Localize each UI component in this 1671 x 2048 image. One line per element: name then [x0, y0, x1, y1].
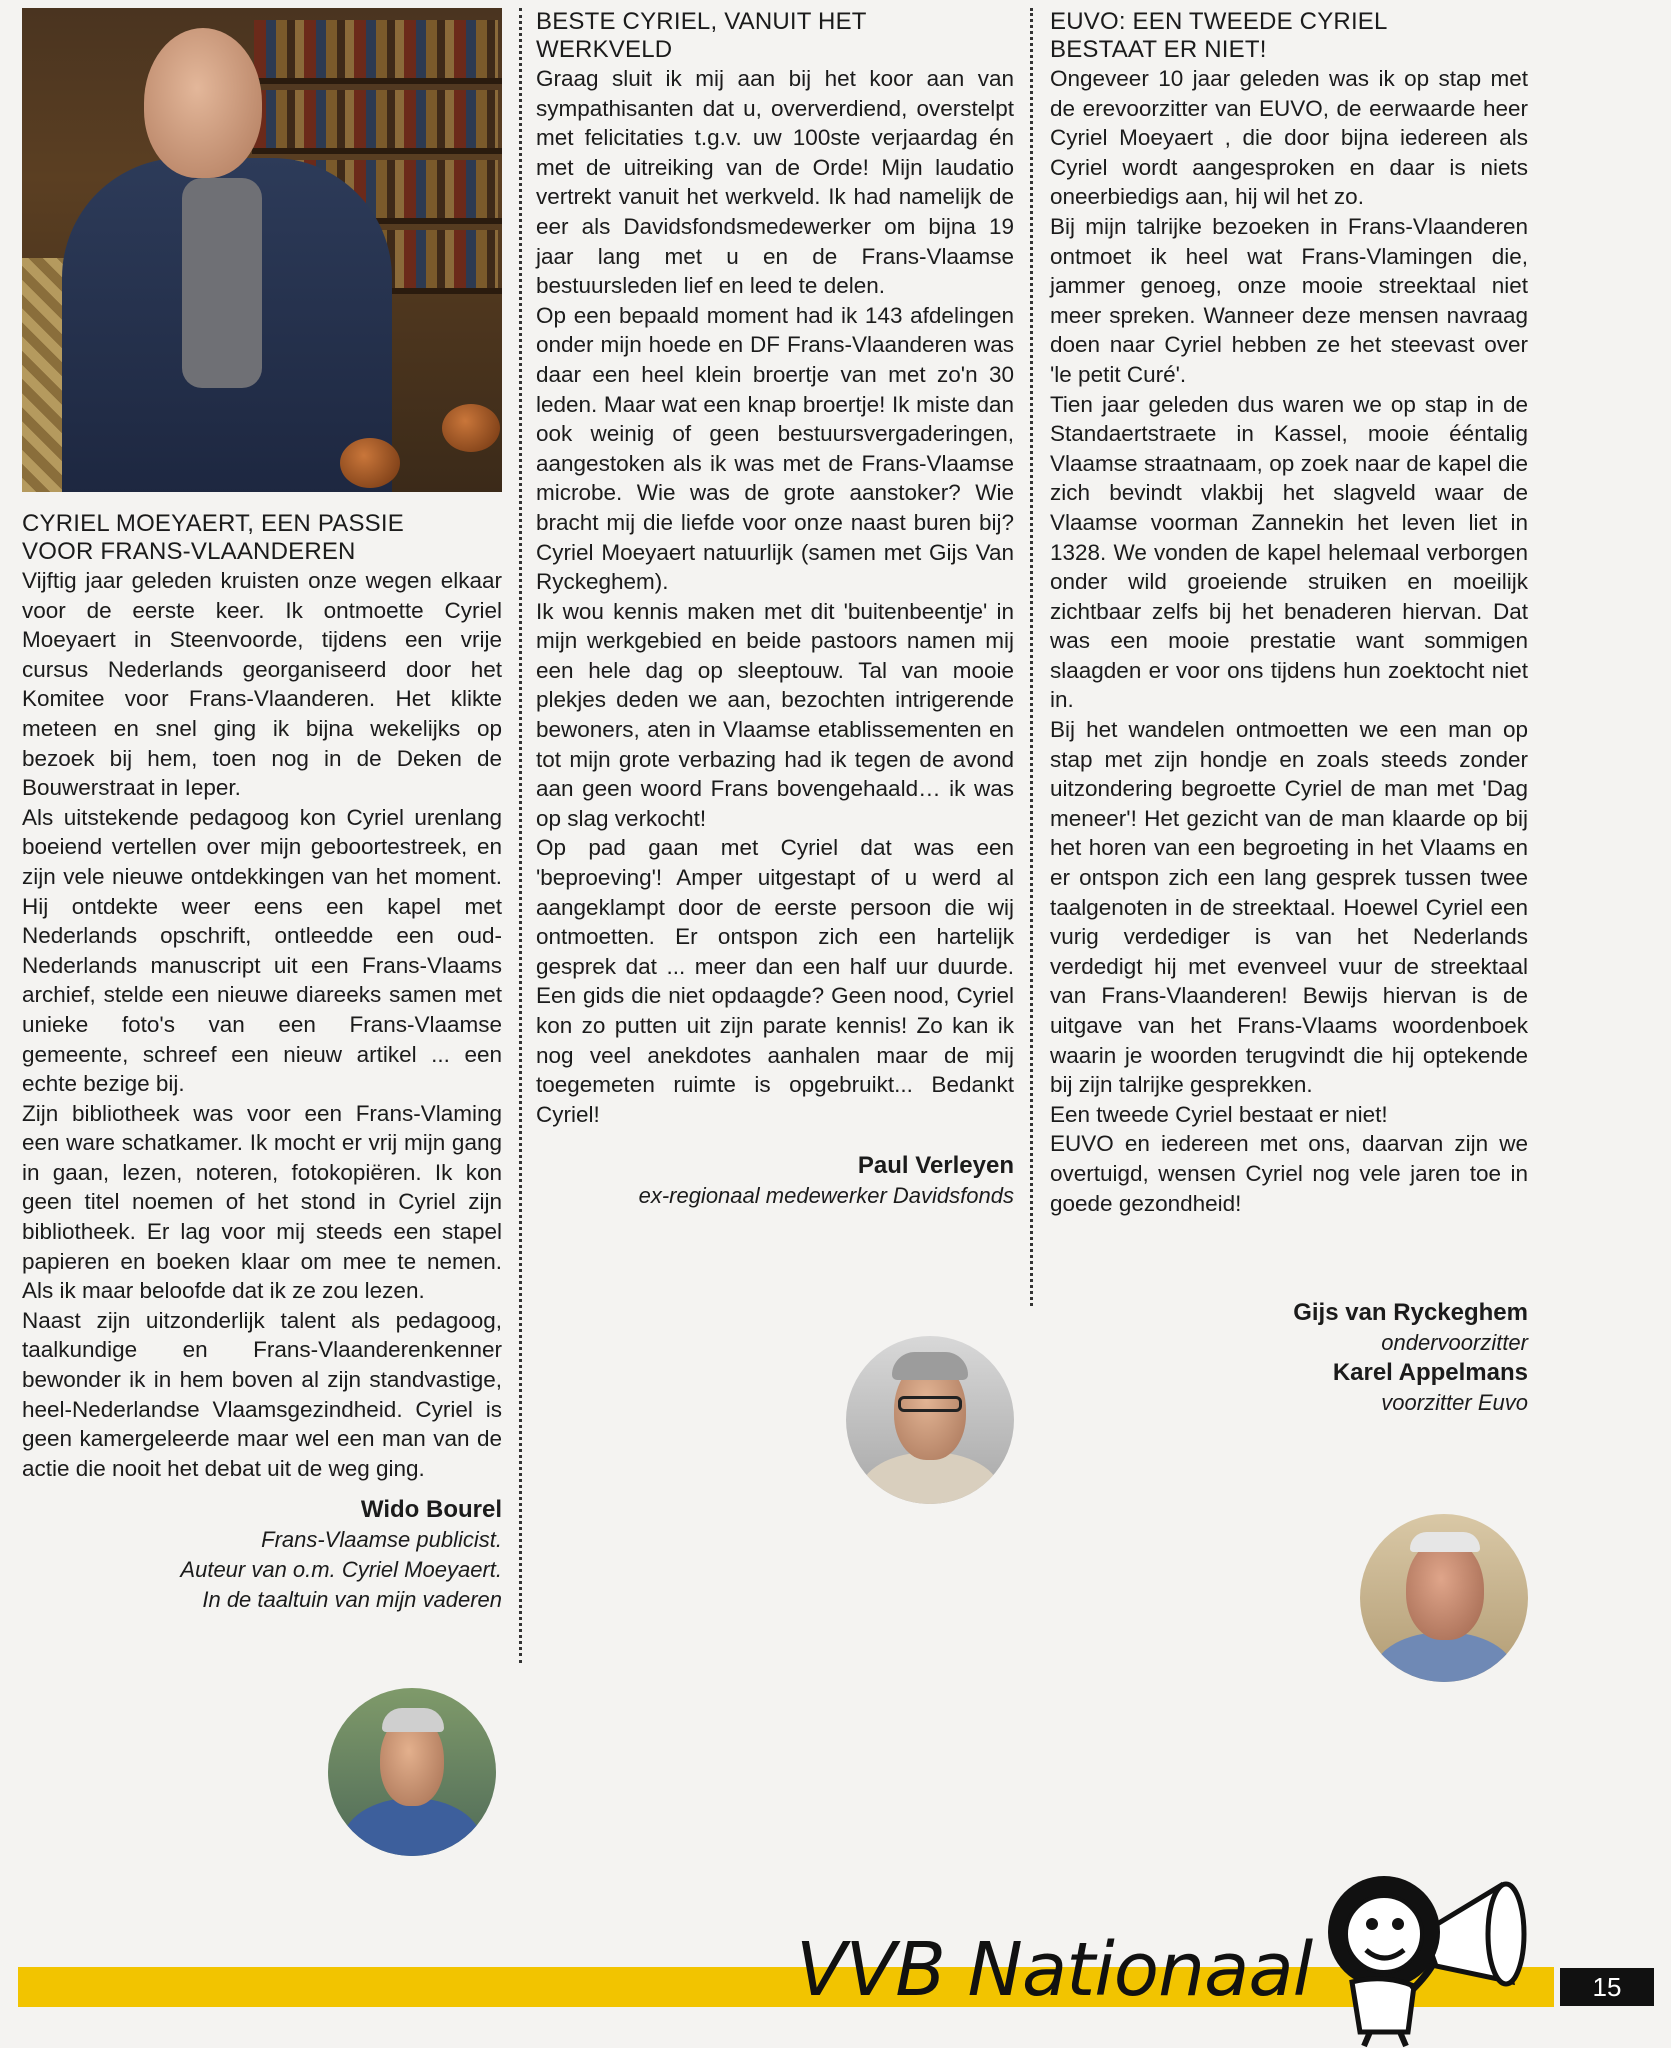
author-name: Gijs van Ryckeghem — [1293, 1299, 1528, 1327]
paragraph: Zijn bibliotheek was voor een Frans-Vlaming een ware schatkamer. Ik mocht er vrij mijn gang in gaan, lezen, noteren, fotokopiëren. Ik kon geen titel noemen of het stond in Cyriel zijn bibliotheek. Er lag voor mij steeds een stapel papieren en boeken klaar om mee te nemen. Als ik maar beloofde dat ik ze zou lezen. — [22, 1100, 502, 1304]
author-role: voorzitter Euvo — [1381, 1389, 1528, 1415]
article-3-body — [1050, 64, 1528, 1218]
column-divider — [1030, 8, 1033, 1306]
signature-euvo — [1050, 1298, 1528, 1417]
paragraph: Graag sluit ik mij aan bij het koor aan van sympathisanten dat u, oververdiend, overstelpt met felicitaties t.g.v. uw 100ste verjaardag én met de uitreiking van de Orde! Mijn laudatio vertrekt vanuit het werkveld. Ik had namelijk de eer als Davidsfondsmedewerker om bijna 19 jaar lang met u en de Frans-Vlaamse bestuursleden lief en leed te delen. — [536, 66, 1014, 299]
article-1-body — [22, 566, 502, 1483]
paragraph: Als uitstekende pedagoog kon Cyriel urenlang boeiend vertellen over mijn geboortestreek, en zijn vele nieuwe ontdekkingen van het moment. Hij ontdekte weer eens een kapel met Nederlands opschrift, ontleedde een oud-Nederlands manuscript uit een Frans-Vlaams archief, stelde een nieuwe diareeks samen met unieke foto's van een Frans-Vlaamse gemeente, schreef een nieuw artikel ... een echte bezige bij. — [22, 804, 502, 1097]
author-name: Paul Verleyen — [857, 1152, 1014, 1180]
paragraph: Op een bepaald moment had ik 143 afdelingen onder mijn hoede en DF Frans-Vlaanderen was daar een heel klein broertje van met zo'n 30 leden. Maar wat een knap broertje! Ik miste dan ook weinig of geen bestuursvergaderingen, aangestoken als ik was met de Frans-Vlaamse microbe. Wie was de grote aanstoker? Wie bracht mij die liefde voor onze naast buren bij? Cyriel Moeyaert natuurlijk (samen met Gijs Van Ryckeghem). — [536, 302, 1014, 595]
signature-paul-verleyen — [536, 1151, 1014, 1211]
signature-wido-bourel — [22, 1495, 502, 1614]
paragraph: Op pad gaan met Cyriel dat was een 'beproeving'! Amper uitgestapt of u werd al aangeklampt door de eerste persoon die wij ontmoetten. Er ontspon zich een hartelijk gesprek dat ... meer dan een half uur duurde. Een gids die niet opdaagde? Geen nood, Cyriel kon zo putten uit zijn parate kennis! Zo kan ik nog veel anekdotes aanhalen maar de mij toegemeten ruimte is opgebruikt... Bedankt Cyriel! — [536, 835, 1014, 1127]
article-2-heading: BESTE CYRIEL, VANUIT HET WERKVELD — [536, 8, 867, 63]
paragraph: Bij mijn talrijke bezoeken in Frans-Vlaanderen ontmoet ik heel wat Frans-Vlamingen die, jammer genoeg, onze mooie streektaal niet meer spreken. Wanneer deze mensen navraag doen naar Cyriel hebben ze het steevast over 'le petit Curé'. — [1050, 213, 1528, 387]
author-role: Frans-Vlaamse publicist. — [261, 1527, 502, 1553]
column-3 — [1050, 8, 1528, 1417]
author-role: Auteur van o.m. Cyriel Moeyaert. — [180, 1557, 502, 1582]
author-role: ex-regionaal medewerker Davidsfonds — [638, 1183, 1014, 1209]
article-3-heading: EUVO: EEN TWEEDE CYRIEL BESTAAT ER NIET! — [1050, 8, 1388, 63]
portrait-wido-bourel — [328, 1688, 496, 1856]
page-number: 15 — [1560, 1968, 1654, 2006]
photo-cyriel-moeyaert — [22, 8, 502, 492]
paragraph: Ik wou kennis maken met dit 'buitenbeentje' in mijn werkgebied en beide pastoors namen mij een hele dag op sleeptouw. Tal van mooie plekjes deden we aan, bezochten intrigerende bewoners, aten in Vlaamse etablissementen en tot mijn grote verbazing had ik tegen de avond aan geen woord Frans bovengehaald… ik was op slag verkocht! — [536, 598, 1014, 831]
article-2-body — [536, 64, 1014, 1129]
paragraph: Tien jaar geleden dus waren we op stap in de Standaertstraete in Kassel, mooie ééntalig Vlaamse straatnaam, op zoek naar de kapel die zich bevindt vlakbij het slagveld waar de Vlaamse voorman Zannekin het leven liet in 1328. We vonden de kapel helemaal verborgen onder wild groeiende struiken en moeilijk zichtbaar zelfs bij het benaderen hiervan. Dat was een mooie prestatie want sommigen slaagden er voor ons tijdens hun zoektocht niet in. — [1050, 391, 1528, 713]
paragraph: Een tweede Cyriel bestaat er niet! — [1050, 1101, 1388, 1127]
author-role: ondervoorzitter — [1381, 1330, 1528, 1356]
column-divider — [519, 8, 522, 1663]
portrait-paul-verleyen — [846, 1336, 1014, 1504]
paragraph: Ongeveer 10 jaar geleden was ik op stap met de erevoorzitter van EUVO, de eerwaarde heer Cyriel Moeyaert , die door bijna iedereen als Cyriel wordt aangesproken en daar is niets oneerbiedigs aan, hij wil het zo. — [1050, 66, 1528, 210]
article-1-heading: CYRIEL MOEYAERT, EEN PASSIE VOOR FRANS-VLAANDEREN — [22, 510, 404, 565]
paragraph: Bij het wandelen ontmoetten we een man op stap met zijn hondje en zoals steeds zonder uitzondering begroette Cyriel de man met 'Dag meneer'! Het gezicht van de man klaarde op bij het horen van een begroeting in het Vlaams en er ontspon zich een lang gesprek tussen twee taalgenoten in de streektaal. Hoewel Cyriel een vurig verdediger is van het Nederlands verdedigt hij met evenveel vuur de streektaal van Frans-Vlaanderen! Bewijs hiervan is de uitgave van het Frans-Vlaams woordenboek waarin je woorden terugvindt die hij optekende bij zijn talrijke gesprekken. — [1050, 717, 1528, 1098]
lion-megaphone-mascot-icon — [1304, 1862, 1532, 2048]
author-name: Karel Appelmans — [1332, 1358, 1528, 1386]
paragraph: Vijftig jaar geleden kruisten onze wegen elkaar voor de eerste keer. Ik ontmoette Cyriel Moeyaert in Steenvoorde, tijdens een vrije cursus Nederlands georganiseerd door het Komitee voor Frans-Vlaanderen. Het klikte meteen en snel ging ik bijna wekelijks op bezoek bij hem, toen nog in de Deken de Bouwerstraat in Ieper. — [22, 568, 502, 801]
column-2 — [536, 8, 1014, 1211]
footer-title: VVB Nationaal — [796, 1927, 1313, 2013]
column-1 — [22, 8, 502, 1614]
author-role: In de taaltuin van mijn vaderen — [202, 1586, 502, 1612]
paragraph: Naast zijn uitzonderlijk talent als pedagoog, taalkundige en Frans-Vlaanderenkenner bewonder ik in hem boven al zijn standvastige, heel-Nederlandse Vlaamsgezindheid. Cyriel is geen kamergeleerde maar wel een man van de actie die nooit het debat uit de weg ging. — [22, 1307, 502, 1481]
paragraph: EUVO en iedereen met ons, daarvan zijn we overtuigd, wensen Cyriel nog vele jaren toe in goede gezondheid! — [1050, 1131, 1528, 1216]
portrait-karel-appelmans — [1360, 1514, 1528, 1682]
author-name: Wido Bourel — [360, 1496, 502, 1524]
